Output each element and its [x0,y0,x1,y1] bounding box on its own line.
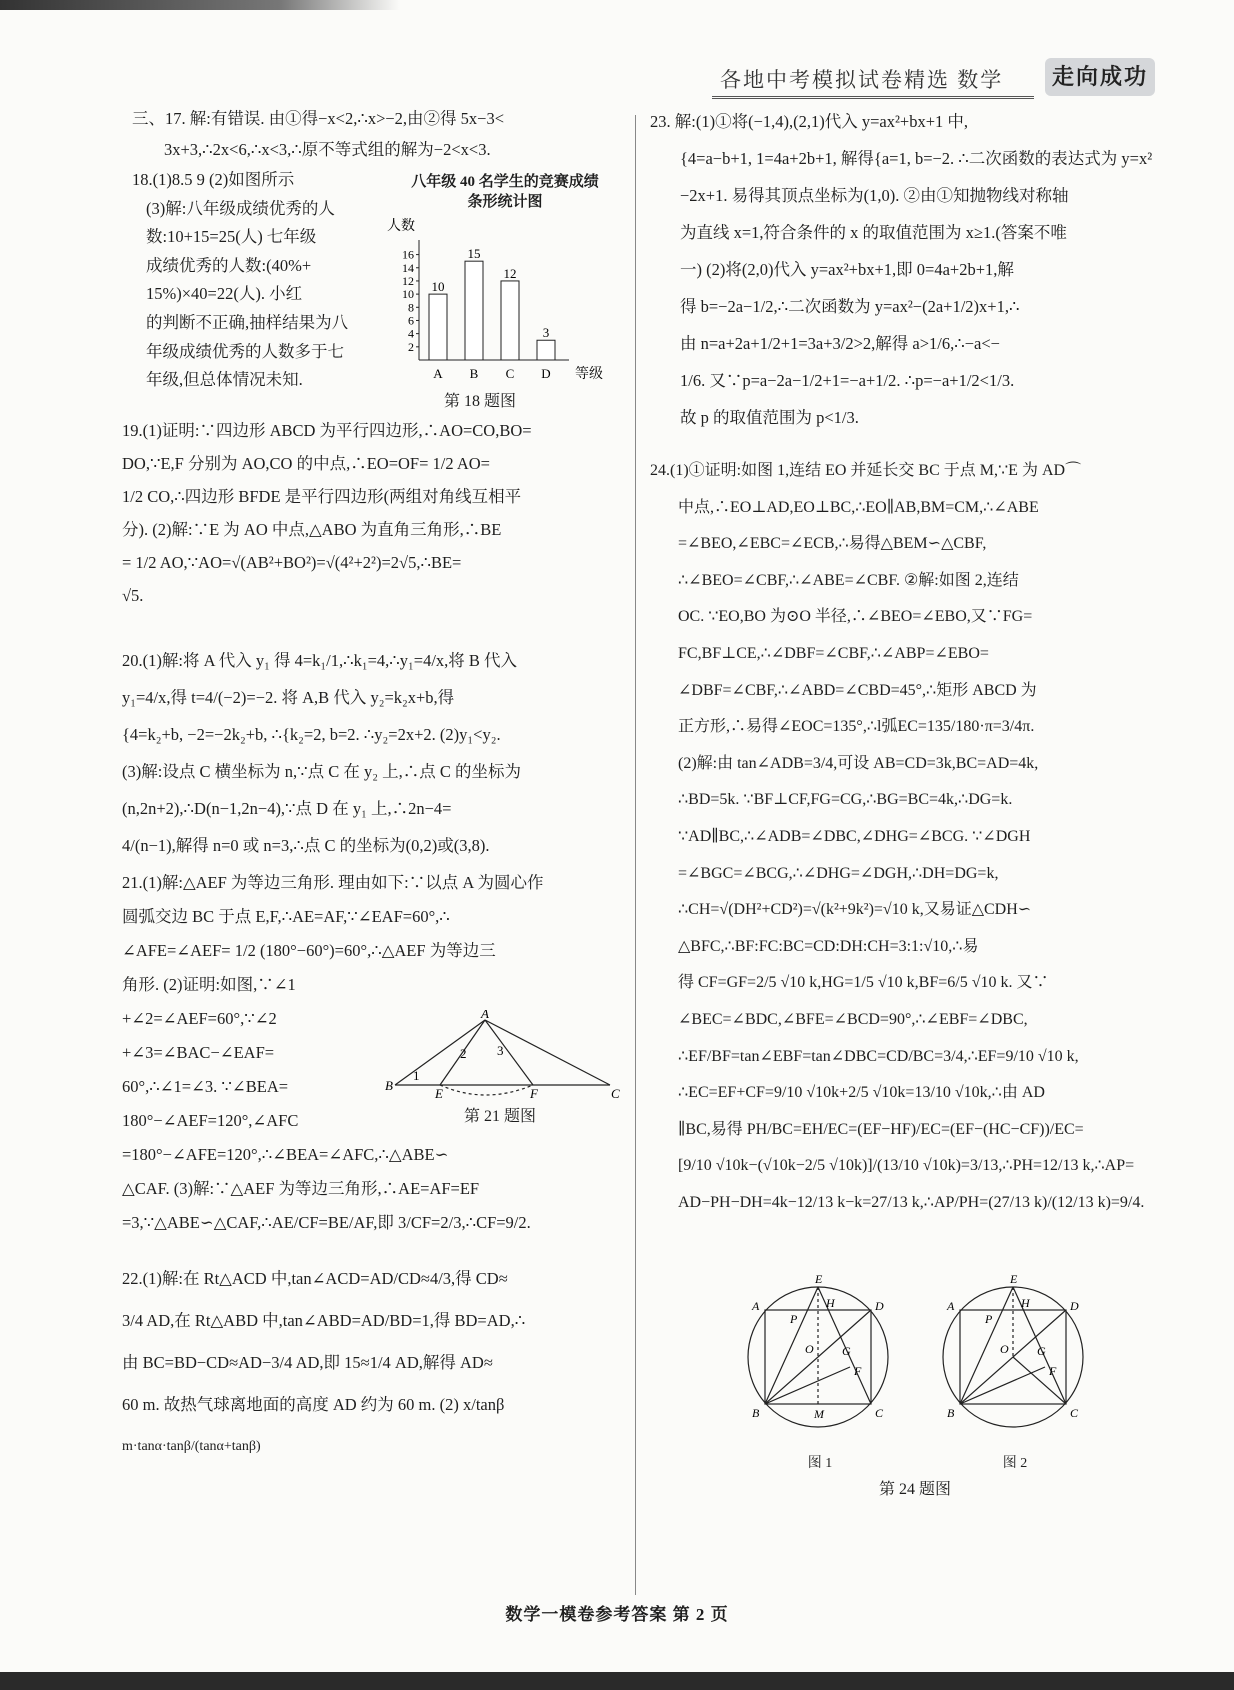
text-line: 由 BC=BD−CD≈AD−3/4 AD,即 15≈1/4 AD,解得 AD≈ [122,1353,493,1372]
svg-text:F: F [530,1086,538,1100]
text-line: 1/2 CO,∴四边形 BFDE 是平行四边形(两组对角线互相平 [122,487,522,506]
figure-2-label: 图 2 [1002,1456,1028,1471]
text-line: 分). (2)解:∵E 为 AO 中点,△ABO 为直角三角形,∴BE [122,520,502,539]
figure-24-1 [730,1275,910,1450]
scan-edge [0,0,400,10]
svg-text:G: G [842,1344,851,1358]
x-axis-label: 等级 [575,367,603,382]
text-line: 三、17. 解:有错误. 由①得−x<2,∴x>−2,由②得 5x−3< [132,109,505,128]
svg-text:C: C [611,1086,620,1100]
bar-value-label: 12 [503,265,517,281]
bar-A [429,294,447,360]
svg-text:O: O [1000,1342,1009,1356]
text-line: 圆弧交边 BC 于点 E,F,∴AE=AF,∵∠EAF=60°,∴ [122,907,450,926]
text-line: ∥BC,易得 PH/BC=EH/EC=(EF−HF)/EC=(EF−(HC−CF))/EC= [678,1120,1084,1138]
text-line: 180°−∠AEF=120°,∠AFC [122,1111,299,1130]
text-line: 得 CF=GF=2/5 √10 k,HG=1/5 √10 k,BF=6/5 √10 k. 又∵ [678,974,1049,992]
text-line: ∠BEC=∠BDC,∠BFE=∠BCD=90°,∴∠EBF=∠DBC, [678,1010,1028,1028]
svg-text:E: E [815,1275,823,1286]
text-line: 60 m. 故热气球离地面的高度 AD 约为 60 m. (2) x/tanβ [122,1395,505,1414]
text-line: 成绩优秀的人数:(40%+ [146,255,312,275]
y-tick-label: 2 [408,339,414,354]
text-line: OC. ∵EO,BO 为⊙O 半径,∴∠BEO=∠EBO,又∵FG= [678,608,1033,626]
svg-text:F: F [854,1364,862,1378]
text-line: (n,2n+2),∴D(n−1,2n−4),∵点 D 在 y₁ 上,∴2n−4= [122,799,452,818]
y-tick-label: 6 [408,313,414,328]
figure-24-caption: 第 24 题图 [878,1481,951,1498]
text-line: =∠BEO,∠EBC=∠ECB,∴易得△BEM∽△CBF, [678,535,987,553]
header-title: 各地中考模拟试卷精选 数学 [720,68,1004,92]
svg-text:M: M [814,1407,824,1421]
text-line: 20.(1)解:将 A 代入 y₁ 得 4=k₁/1,∴k₁=4,∴y₁=4/x,将 B 代入 [122,651,518,670]
scan-edge-bottom [0,1672,1234,1690]
text-line: △BFC,∴BF:FC:BC=CD:DH:CH=3:1:√10,∴易 [678,937,979,955]
y-tick-label: 14 [402,260,414,275]
bar-C [501,281,519,360]
text-line: ∴∠BEO=∠CBF,∴∠ABE=∠CBF. ②解:如图 2,连结 [678,571,1019,589]
header-rule [712,96,1034,99]
text-line: ∠DBF=∠CBF,∴∠ABD=∠CBD=45°,∴矩形 ABCD 为 [678,681,1037,699]
text-line: m·tanα·tanβ/(tanα+tanβ) [122,1439,261,1454]
text-line: 1/6. 又∵p=a−2a−1/2+1=−a+1/2. ∴p=−a+1/2<1/3. [680,371,1015,390]
chart-subtitle: 条形统计图 [467,194,543,210]
figure-21-caption: 第 21 题图 [463,1108,536,1125]
text-line: = 1/2 AO,∵AO=√(AB²+BO²)=√(4²+2²)=2√5,∴BE= [122,553,462,572]
x-tick-label: D [541,366,551,381]
svg-text:F: F [1049,1364,1057,1378]
svg-text:A: A [481,1010,489,1021]
svg-text:P: P [790,1312,798,1326]
text-line: 19.(1)证明:∵四边形 ABCD 为平行四边形,∴AO=CO,BO= [122,421,532,440]
text-line: 的判断不正确,抽样结果为八 [146,312,349,332]
text-line: 60°,∴∠1=∠3. ∵∠BEA= [122,1077,289,1096]
svg-text:E: E [435,1086,443,1100]
y-tick-label: 10 [402,287,414,302]
text-line: ∴CH=√(DH²+CD²)=√(k²+9k²)=√10 k,又易证△CDH∽ [678,901,1032,919]
figure-1-label: 图 1 [807,1456,833,1471]
text-line: 为直线 x=1,符合条件的 x 的取值范围为 x≥1.(答案不唯 [680,223,1067,242]
page-header [720,58,1150,98]
answer-22 [122,1258,525,1468]
x-tick-label: C [505,366,515,381]
text-line: +∠3=∠BAC−∠EAF= [122,1043,275,1062]
answer-24 [650,453,1144,1221]
bar-value-label: 3 [542,325,550,341]
answer-23 [650,103,1152,436]
text-line: {4=k₂+b, −2=−2k₂+b, ∴{k₂=2, b=2. ∴y₂=2x+2. (2)y₁<y₂. [122,725,501,744]
svg-text:C: C [875,1406,884,1420]
bar-D [537,340,555,360]
text-line: 中点,∴EO⊥AD,EO⊥BC,∴EO∥AB,BM=CM,∴∠ABE [678,498,1039,516]
answer-17 [132,103,504,165]
svg-text:3: 3 [497,1043,504,1058]
svg-text:E: E [1010,1275,1018,1286]
text-line: 数:10+15=25(人) 七年级 [146,227,317,247]
series-badge: 走向成功 [1045,58,1155,96]
text-line: FC,BF⊥CE,∴∠DBF=∠CBF,∴∠ABP=∠EBO= [678,644,989,662]
svg-text:D: D [875,1299,884,1313]
svg-text:B: B [947,1406,955,1420]
text-line: (3)解:八年级成绩优秀的人 [146,198,335,218]
text-line: 4/(n−1),解得 n=0 或 n=3,∴点 C 的坐标为(0,2)或(3,8). [122,836,490,855]
x-tick-label: B [469,366,479,381]
text-line: 24.(1)①证明:如图 1,连结 EO 并延长交 BC 于点 M,∵E 为 AD⌒ [650,462,1082,479]
svg-text:G: G [1037,1344,1046,1358]
svg-text:C: C [1070,1406,1079,1420]
text-line: ∠AFE=∠AEF= 1/2 (180°−60°)=60°,∴△AEF 为等边三 [122,941,496,960]
text-line: △CAF. (3)解:∵△AEF 为等边三角形,∴AE=AF=EF [122,1179,480,1198]
svg-text:1: 1 [413,1068,420,1083]
column-divider [635,115,636,1595]
answer-20 [122,642,521,864]
svg-text:D: D [1070,1299,1079,1313]
text-line: 23. 解:(1)①将(−1,4),(2,1)代入 y=ax²+bx+1 中, [650,112,969,131]
text-line: 故 p 的取值范围为 p<1/3. [680,408,859,427]
text-line: ∴EC=EF+CF=9/10 √10k+2/5 √10k=13/10 √10k,∴由 AD [678,1084,1045,1102]
svg-text:H: H [826,1296,835,1310]
text-line: 一) (2)将(2,0)代入 y=ax²+bx+1,即 0=4a+2b+1,解 [680,260,1014,279]
text-line: (2)解:由 tan∠ADB=3/4,可设 AB=CD=3k,BC=AD=4k, [678,754,1039,772]
svg-text:A: A [947,1299,955,1313]
bar-B [465,261,483,360]
svg-text:B: B [752,1406,760,1420]
bar-value-label: 10 [431,279,445,295]
text-line: ∵AD∥BC,∴∠ADB=∠DBC,∠DHG=∠BCG. ∵∠DGH [678,827,1031,845]
figure-24-2 [925,1275,1105,1450]
text-line: (3)解:设点 C 横坐标为 n,∵点 C 在 y₂ 上,∴点 C 的坐标为 [122,762,521,781]
text-line: 年级,但总体情况未知. [146,370,303,390]
text-line: 年级成绩优秀的人数多于七 [146,341,344,361]
text-line: [9/10 √10k−(√10k−2/5 √10k)]/(13/10 √10k)=3/13,∴PH=12/13 k,∴AP= [678,1157,1135,1175]
figure-21-triangle [385,1010,625,1100]
svg-text:O: O [805,1342,814,1356]
text-line: {4=a−b+1, 1=4a+2b+1, 解得{a=1, b=−2. ∴二次函数的表达式为 y=x² [680,149,1153,168]
text-line: AD−PH−DH=4k−12/13 k−k=27/13 k,∴AP/PH=(27/13 k)/(12/13 k)=9/4. [678,1193,1145,1211]
y-tick-label: 8 [408,300,414,315]
text-line: ∴BD=5k. ∵BF⊥CF,FG=CG,∴BG=BC=4k,∴DG=k. [678,791,1013,809]
text-line: =3,∵△ABE∽△CAF,∴AE/CF=BE/AF,即 3/CF=2/3,∴CF=9/2. [122,1213,531,1232]
text-line: √5. [122,586,144,605]
svg-text:B: B [385,1078,393,1093]
text-line: 由 n=a+2a+1/2+1=3a+3/2>2,解得 a>1/6,∴−a<− [680,334,1000,353]
chart-title: 八年级 40 名学生的竞赛成绩 [411,174,599,190]
x-tick-label: A [433,366,443,381]
bar-value-label: 15 [467,246,481,262]
text-line: 3x+3,∴2x<6,∴x<3,∴原不等式组的解为−2<x<3. [164,140,491,159]
text-line: ∴EF/BF=tan∠EBF=tan∠DBC=CD/BC=3/4,∴EF=9/10 √10 k, [678,1047,1079,1065]
text-line: =∠BGC=∠BCG,∴∠DHG=∠DGH,∴DH=DG=k, [678,864,999,882]
y-tick-label: 12 [402,273,414,288]
page-footer: 数学一模卷参考答案 第 2 页 [505,1605,729,1624]
text-line: 正方形,∴易得∠EOC=135°,∴l弧EC=135/180·π=3/4π. [678,718,1035,736]
text-line: 得 b=−2a−1/2,∴二次函数为 y=ax²−(2a+1/2)x+1,∴ [680,297,1020,316]
figure-18-caption: 第 18 题图 [443,393,516,410]
text-line: 21.(1)解:△AEF 为等边三角形. 理由如下:∵以点 A 为圆心作 [122,873,544,892]
svg-text:H: H [1021,1296,1030,1310]
answer-19 [122,414,532,612]
text-line: 22.(1)解:在 Rt△ACD 中,tan∠ACD=AD/CD≈4/3,得 CD≈ [122,1269,508,1288]
text-line: =180°−∠AFE=120°,∴∠BEA=∠AFC,∴△ABE∽ [122,1145,449,1164]
text-line: 角形. (2)证明:如图,∵∠1 [122,975,296,994]
answer-18 [132,166,348,395]
y-axis-label: 人数 [387,219,415,234]
text-line: DO,∵E,F 分别为 AO,CO 的中点,∴EO=OF= 1/2 AO= [122,454,490,473]
svg-text:P: P [985,1312,993,1326]
text-line: 15%)×40=22(人). 小红 [146,284,303,304]
svg-text:2: 2 [460,1046,467,1061]
text-line: 3/4 AD,在 Rt△ABD 中,tan∠ABD=AD/BD=1,得 BD=AD,∴ [122,1311,526,1330]
text-line: 18.(1)8.5 9 (2)如图所示 [132,170,295,189]
text-line: y₁=4/x,得 t=4/(−2)=−2. 将 A,B 代入 y₂=k₂x+b,得 [122,688,455,707]
text-line: −2x+1. 易得其顶点坐标为(1,0). ②由①知抛物线对称轴 [680,186,1069,205]
y-tick-label: 16 [402,247,414,262]
bar-chart [385,210,625,385]
y-tick-label: 4 [408,326,414,341]
text-line: +∠2=∠AEF=60°,∵∠2 [122,1009,277,1028]
svg-text:A: A [752,1299,760,1313]
